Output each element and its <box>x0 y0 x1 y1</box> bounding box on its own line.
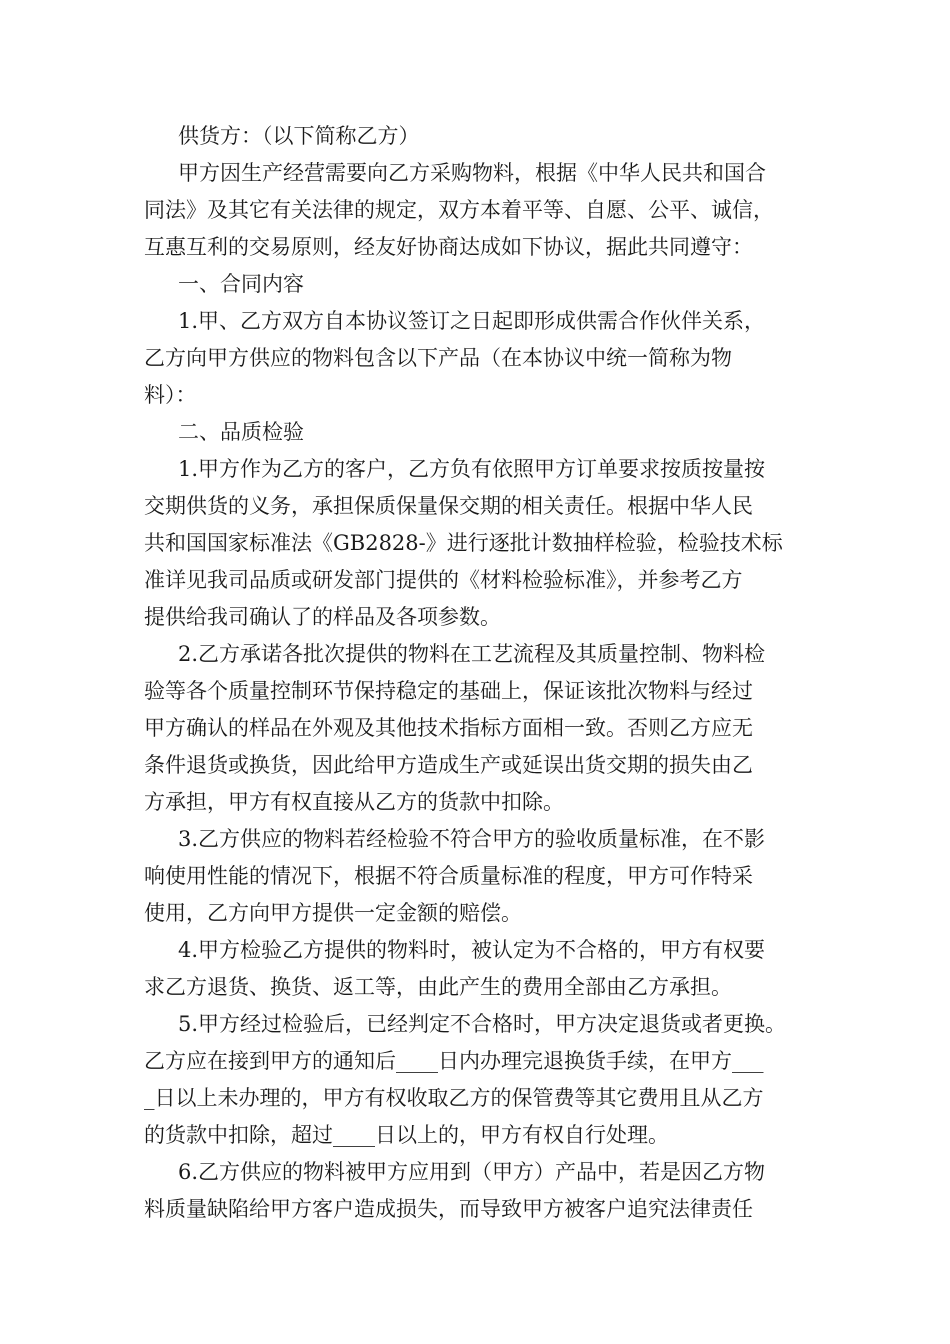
text-line: 的货款中扣除，超过____日以上的，甲方有权自行处理。 <box>144 1123 669 1147</box>
text-line: 提供给我司确认了的样品及各项参数。 <box>144 605 501 629</box>
text-line: 供货方：（以下简称乙方） <box>178 124 420 148</box>
text-line: 方承担，甲方有权直接从乙方的货款中扣除。 <box>144 790 564 814</box>
text-line: 甲方确认的样品在外观及其他技术指标方面相一致。否则乙方应无 <box>144 716 753 740</box>
section-heading: 一、合同内容 <box>178 272 304 296</box>
text-line: 甲方因生产经营需要向乙方采购物料，根据《中华人民共和国合 <box>178 161 766 185</box>
text-line: 3.乙方供应的物料若经检验不符合甲方的验收质量标准，在不影 <box>178 827 766 851</box>
text-line: 料质量缺陷给甲方客户造成损失，而导致甲方被客户追究法律责任 <box>144 1197 753 1221</box>
text-line: 料）： <box>144 383 197 407</box>
text-line: 1.甲、乙方双方自本协议签订之日起即形成供需合作伙伴关系， <box>178 309 766 333</box>
text-line: 共和国国家标准法《GB2828-》进行逐批计数抽样检验，检验技术标 <box>144 531 783 555</box>
section-heading: 二、品质检验 <box>178 420 304 444</box>
text-line: 乙方向甲方供应的物料包含以下产品（在本协议中统一简称为物 <box>144 346 732 370</box>
text-line: 交期供货的义务，承担保质保量保交期的相关责任。根据中华人民 <box>144 494 753 518</box>
text-line: 5.甲方经过检验后，已经判定不合格时，甲方决定退货或者更换。 <box>178 1012 787 1036</box>
text-line: 准详见我司品质或研发部门提供的《材料检验标准》，并参考乙方 <box>144 568 743 592</box>
text-line: 同法》及其它有关法律的规定，双方本着平等、自愿、公平、诚信， <box>144 198 774 222</box>
text-line: 6.乙方供应的物料被甲方应用到（甲方）产品中，若是因乙方物 <box>178 1160 766 1184</box>
text-line: 条件退货或换货，因此给甲方造成生产或延误出货交期的损失由乙 <box>144 753 753 777</box>
text-line: 验等各个质量控制环节保持稳定的基础上，保证该批次物料与经过 <box>144 679 753 703</box>
text-line: 1.甲方作为乙方的客户，乙方负有依照甲方订单要求按质按量按 <box>178 457 766 481</box>
document-body <box>144 118 824 1228</box>
text-line: _日以上未办理的，甲方有权收取乙方的保管费等其它费用且从乙方 <box>144 1086 764 1110</box>
text-line: 响使用性能的情况下，根据不符合质量标准的程度，甲方可作特采 <box>144 864 753 888</box>
text-line: 使用，乙方向甲方提供一定金额的赔偿。 <box>144 901 522 925</box>
text-line: 求乙方退货、换货、返工等，由此产生的费用全部由乙方承担。 <box>144 975 732 999</box>
text-line: 互惠互利的交易原则，经友好协商达成如下协议，据此共同遵守： <box>144 235 753 259</box>
text-line: 4.甲方检验乙方提供的物料时，被认定为不合格的，甲方有权要 <box>178 938 766 962</box>
text-line: 2.乙方承诺各批次提供的物料在工艺流程及其质量控制、物料检 <box>178 642 766 666</box>
text-line: 乙方应在接到甲方的通知后____日内办理完退换货手续，在甲方___ <box>144 1049 764 1073</box>
